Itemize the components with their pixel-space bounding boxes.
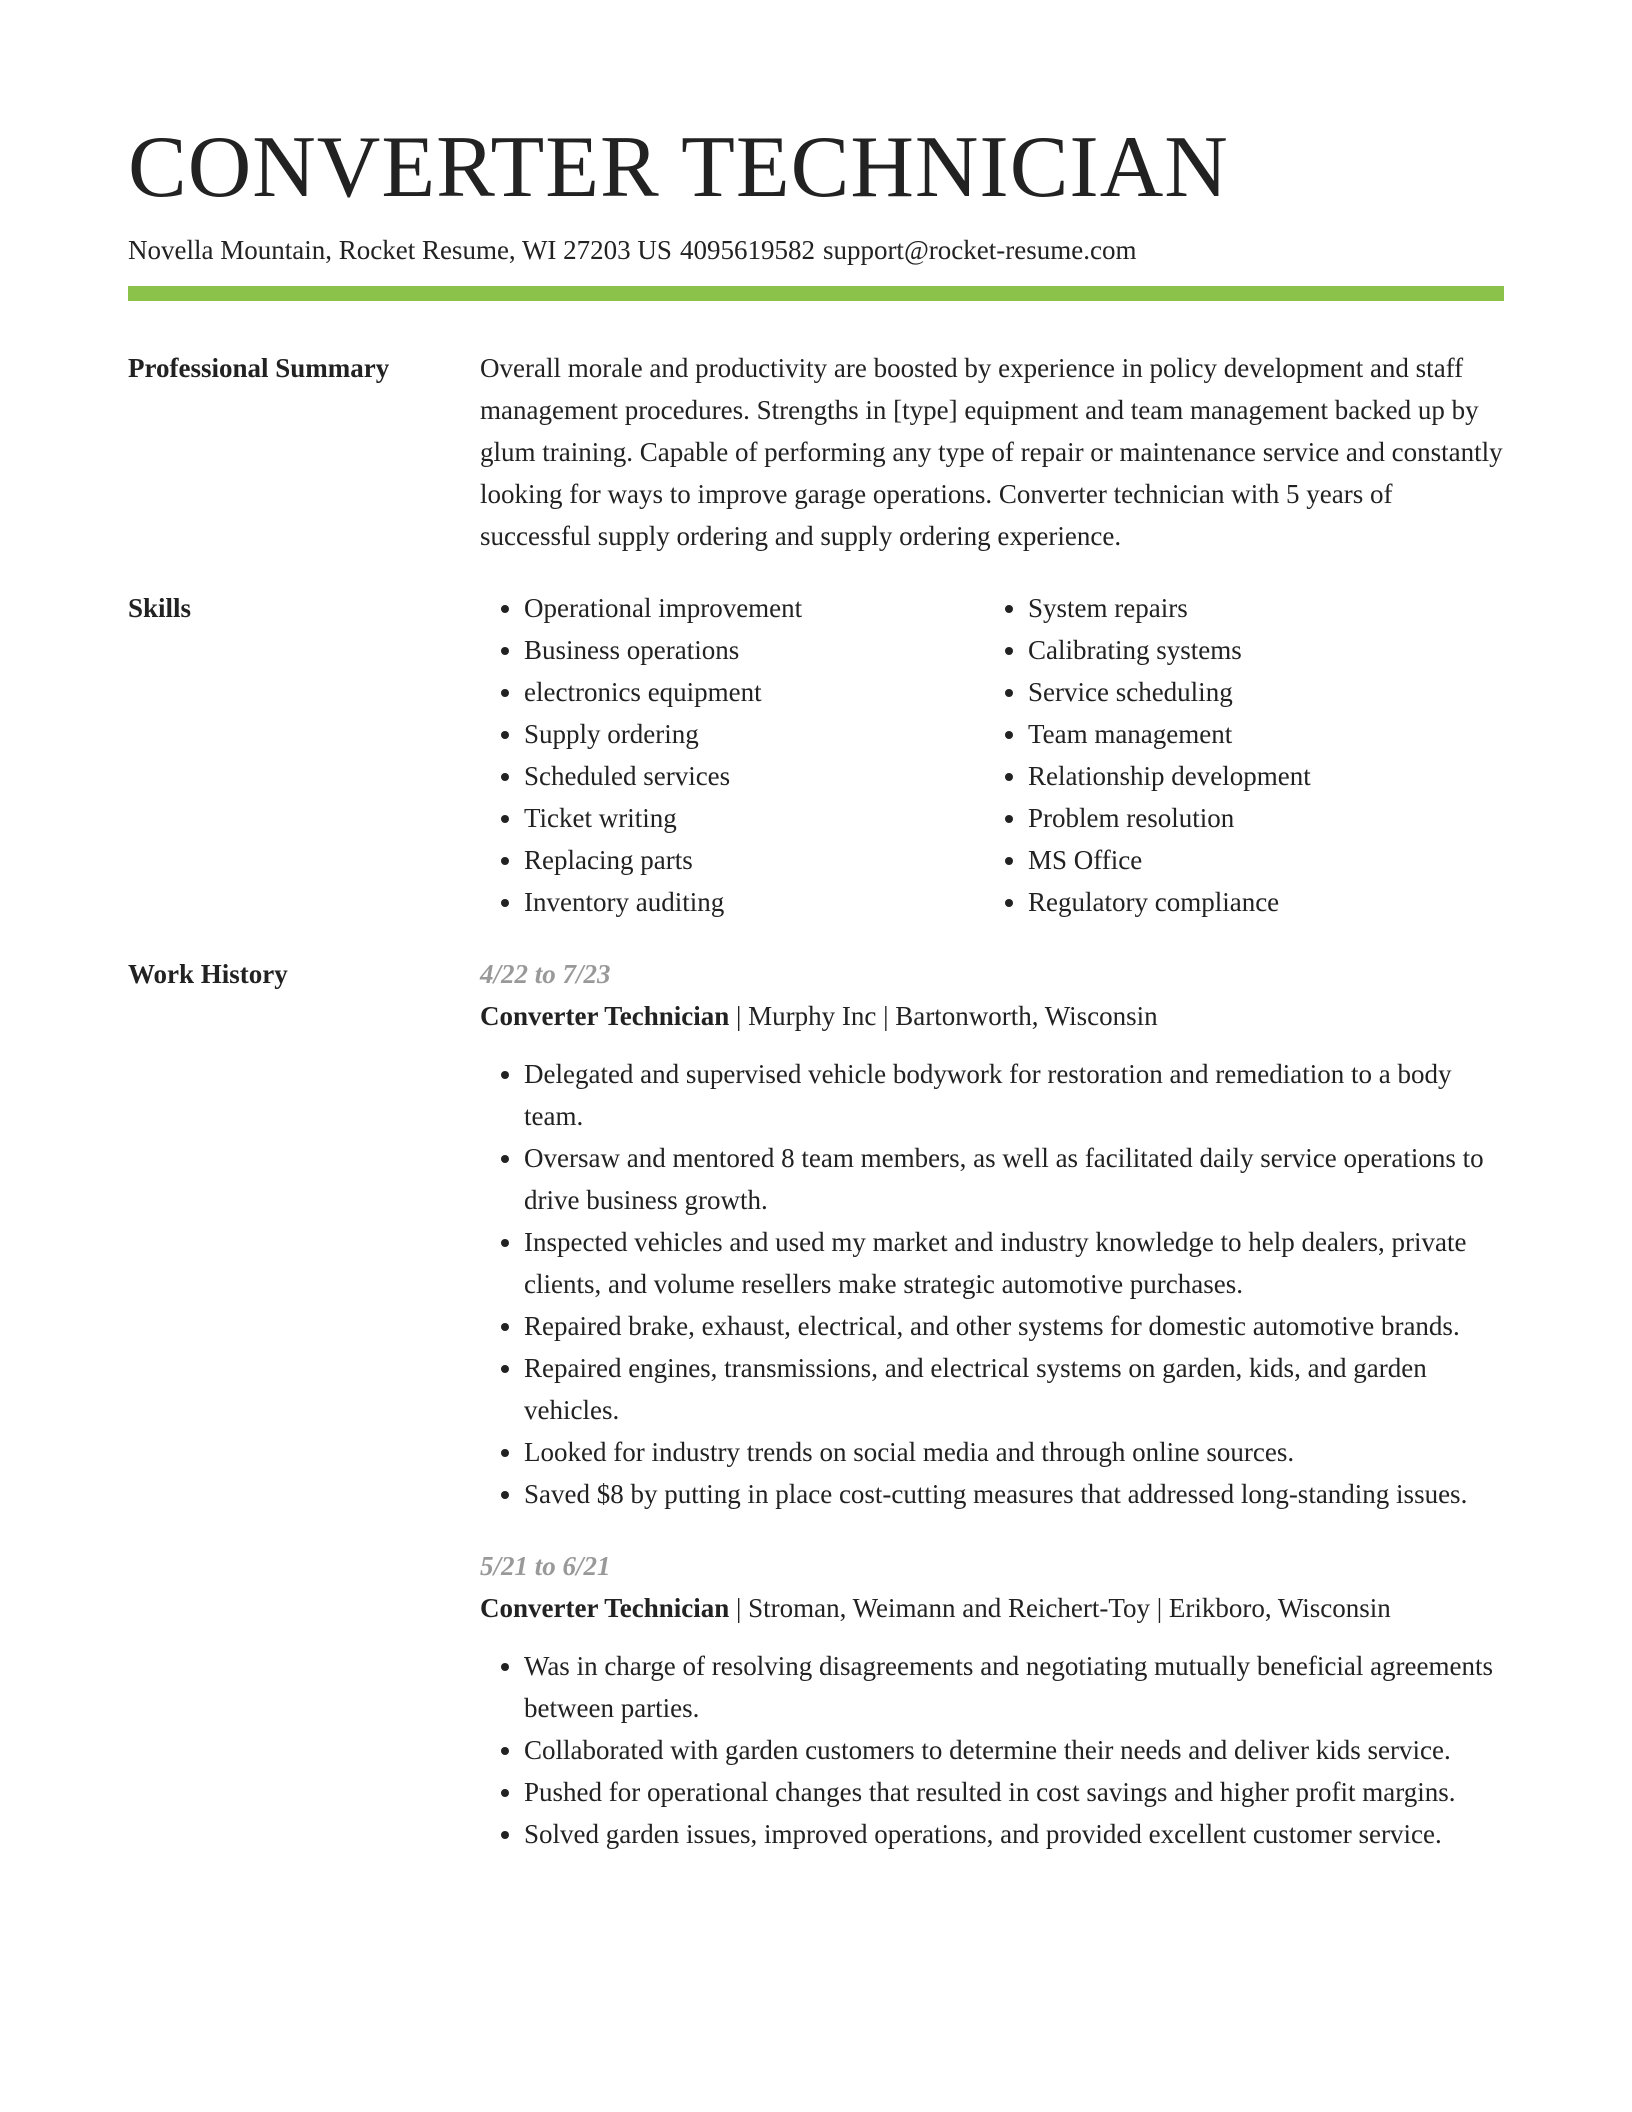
- skill-item: • Operational improvement: [524, 587, 984, 629]
- contact-line: [128, 230, 1504, 270]
- accent-divider: [128, 286, 1504, 301]
- job-dates: 5/21 to 6/21: [480, 1551, 611, 1581]
- job-duty-item: • Solved garden issues, improved operations, and provided excellent customer service.: [524, 1813, 1504, 1855]
- skills-heading: Skills: [128, 593, 192, 623]
- job-dates: 4/22 to 7/23: [480, 959, 611, 989]
- skill-item: • Team management: [1028, 713, 1488, 755]
- job-duty-item: • Was in charge of resolving disagreements and negotiating mutually beneficial agreements between parties.: [524, 1645, 1504, 1729]
- work-history-body: [480, 953, 1504, 1855]
- job-duty-item: • Looked for industry trends on social media and through online sources.: [524, 1431, 1504, 1473]
- skill-item: • Regulatory compliance: [1028, 881, 1488, 923]
- skill-item: • Replacing parts: [524, 839, 984, 881]
- summary-section: [128, 347, 1504, 567]
- job-duties-list: [480, 1053, 1504, 1515]
- resume-header: [128, 118, 1504, 270]
- job-entry: [480, 953, 1504, 1515]
- job-company-location: | Stroman, Weimann and Reichert-Toy | Erikboro, Wisconsin: [729, 1593, 1391, 1623]
- job-duty-item: • Repaired brake, exhaust, electrical, and other systems for domestic automotive brands.: [524, 1305, 1504, 1347]
- skills-list-left: [480, 587, 984, 923]
- contact-phone: 4095619582: [679, 235, 815, 265]
- work-history-section: [128, 953, 1504, 2093]
- job-duty-item: • Saved $8 by putting in place cost-cutting measures that addressed long-standing issues.: [524, 1473, 1504, 1515]
- job-duty-item: • Repaired engines, transmissions, and electrical systems on garden, kids, and garden vehicles.: [524, 1347, 1504, 1431]
- skill-item: • Service scheduling: [1028, 671, 1488, 713]
- work-history-heading: Work History: [128, 959, 288, 989]
- skills-section: [128, 587, 1504, 927]
- skill-item: • Scheduled services: [524, 755, 984, 797]
- skills-list-right: [984, 587, 1488, 923]
- skill-item: • Supply ordering: [524, 713, 984, 755]
- job-role: Converter Technician: [480, 1001, 730, 1031]
- skill-item: • System repairs: [1028, 587, 1488, 629]
- contact-email: support@rocket-resume.com: [822, 235, 1137, 265]
- skill-item: • Ticket writing: [524, 797, 984, 839]
- candidate-name: CONVERTER TECHNICIAN: [128, 119, 1229, 216]
- summary-heading: Professional Summary: [128, 353, 390, 383]
- job-duty-item: • Pushed for operational changes that resulted in cost savings and higher profit margins.: [524, 1771, 1504, 1813]
- skill-item: • Problem resolution: [1028, 797, 1488, 839]
- job-duty-item: • Oversaw and mentored 8 team members, as well as facilitated daily service operations to drive business growth.: [524, 1137, 1504, 1221]
- job-entry: [480, 1545, 1504, 1855]
- skill-item: • electronics equipment: [524, 671, 984, 713]
- skill-item: • Inventory auditing: [524, 881, 984, 923]
- job-duty-item: • Delegated and supervised vehicle bodywork for restoration and remediation to a body team.: [524, 1053, 1504, 1137]
- skill-item: • Calibrating systems: [1028, 629, 1488, 671]
- skill-item: • MS Office: [1028, 839, 1488, 881]
- summary-text: Overall morale and productivity are boosted by experience in policy development and staff management procedures. Strengths in [type] equipment and team management backed up by glum training. Capable of performing any type of repair or maintenance service and constantly looking for ways to improve garage operations. Converter technician with 5 years of successful supply ordering and supply ordering experience.: [480, 353, 1503, 551]
- job-duty-item: • Inspected vehicles and used my market and industry knowledge to help dealers, private clients, and volume resellers make strategic automotive purchases.: [524, 1221, 1504, 1305]
- job-title-line: [480, 995, 1504, 1037]
- job-duty-item: • Collaborated with garden customers to determine their needs and deliver kids service.: [524, 1729, 1504, 1771]
- skill-item: • Relationship development: [1028, 755, 1488, 797]
- job-title-line: [480, 1587, 1504, 1629]
- job-role: Converter Technician: [480, 1593, 730, 1623]
- job-company-location: | Murphy Inc | Bartonworth, Wisconsin: [729, 1001, 1158, 1031]
- job-duties-list: [480, 1645, 1504, 1855]
- contact-address: Novella Mountain, Rocket Resume, WI 27203 US: [128, 235, 672, 265]
- skill-item: • Business operations: [524, 629, 984, 671]
- skills-body: [480, 587, 1504, 923]
- summary-body: [480, 347, 1504, 557]
